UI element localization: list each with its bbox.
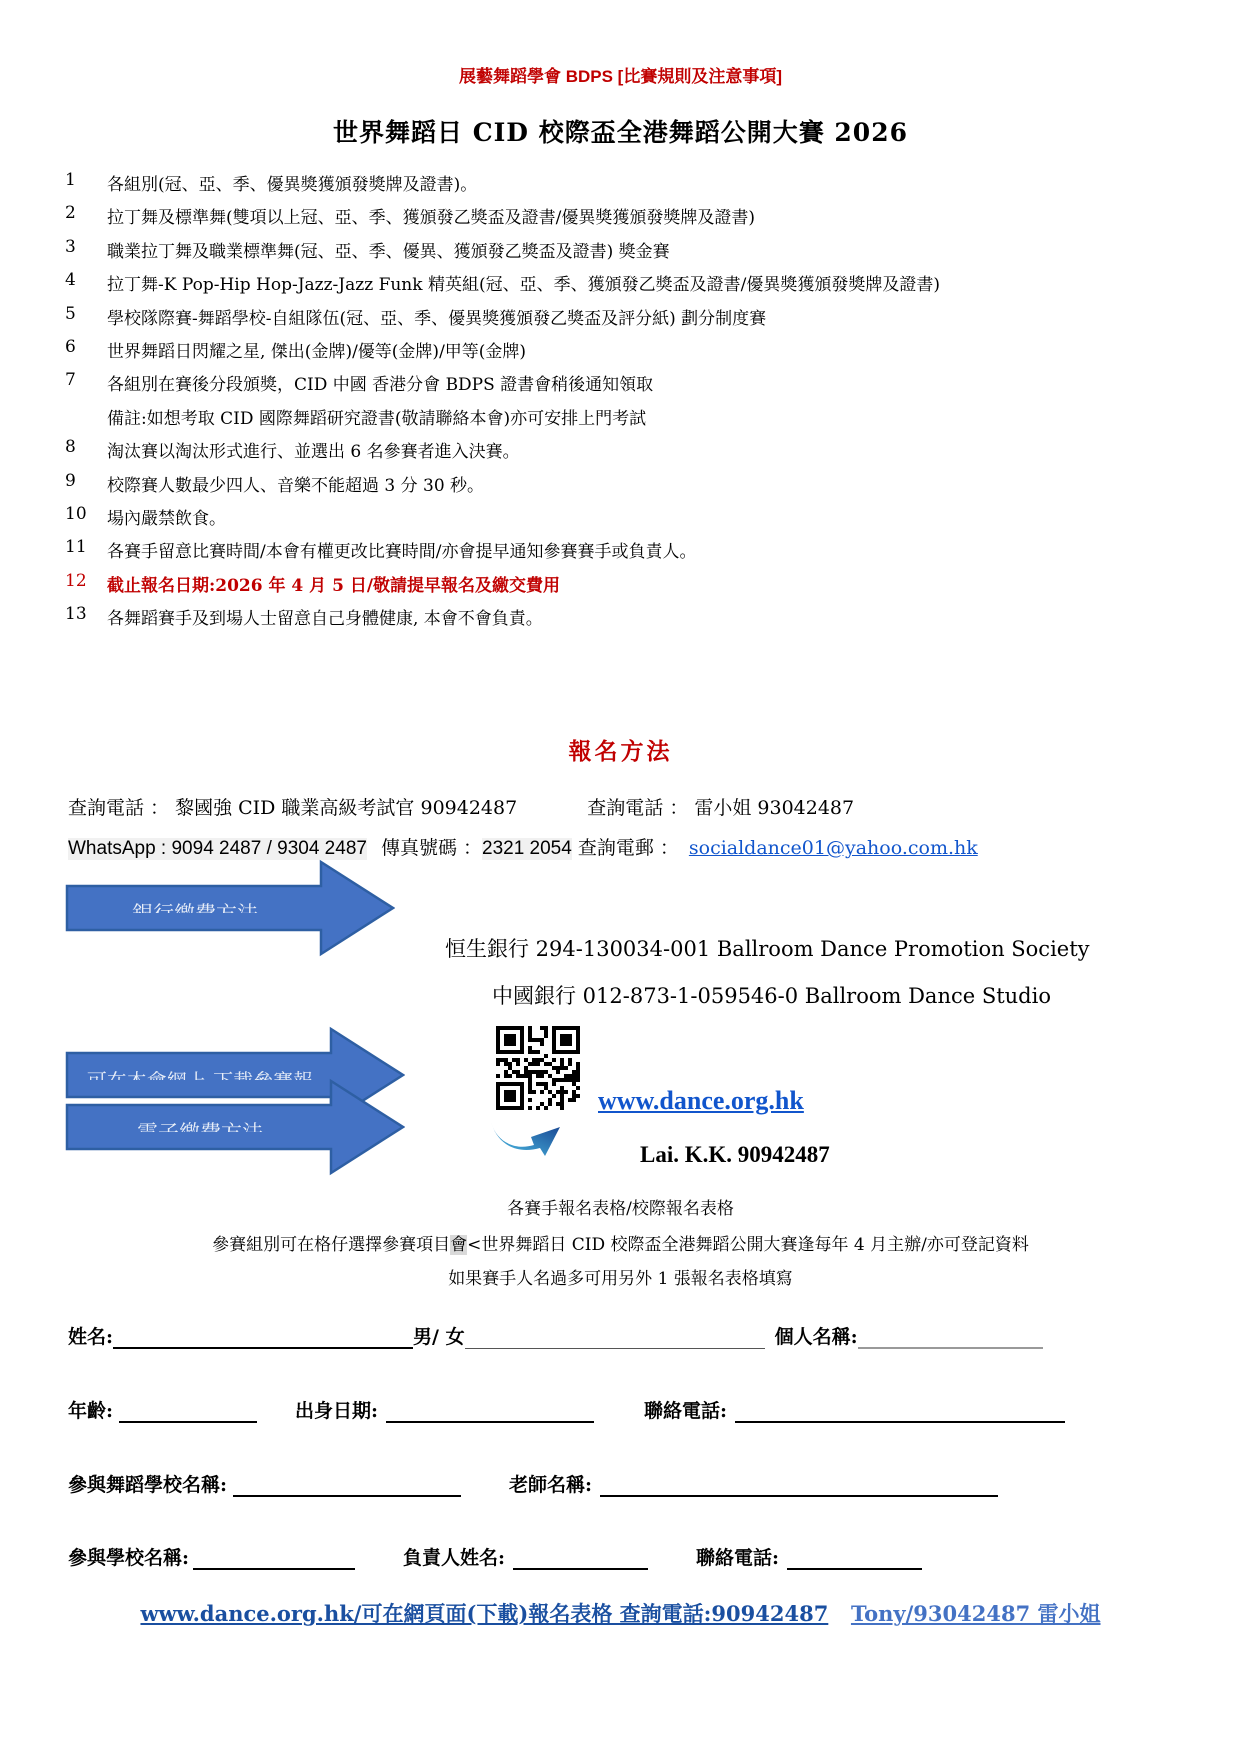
person-in-charge-label: 負責人姓名: [403,1547,506,1569]
bank-account-hangseng: 恒生銀行 294-130034-001 Ballroom Dance Promotion Society [445,937,1090,961]
form-row-school [68,1543,922,1570]
personal-name-label: 個人名稱: [774,1326,858,1348]
rule-item: 5 學校隊際賽-舞蹈學校-自組隊伍(冠、亞、季、優異獎獲頒發乙獎盃及評分紙) 劃分制度賽 [65,303,767,329]
forms-note-3: 如果賽手人名過多可用另外 1 張報名表格填寫 [448,1269,793,1289]
name-blank [113,1325,413,1349]
rule-item: 2 拉丁舞及標準舞(雙項以上冠、亞、季、獲頒發乙獎盃及證書/優異獎獲頒發獎牌及證書) [65,203,755,229]
phone2-blank [787,1546,922,1570]
form-row-name [68,1322,1043,1349]
person-in-charge-blank [513,1546,648,1570]
phone2-label: 聯絡電話: [696,1547,780,1569]
form-row-age [68,1396,1065,1423]
fax-label: 傳真號碼 ： [380,837,482,859]
highlighted-char: 會 [450,1235,468,1255]
rule-item: 13 各舞蹈賽手及到場人士留意自己身體健康, 本會不會負責。 [65,604,543,630]
curved-arrow-icon [488,1116,566,1158]
email-label: 查詢電郵 ： [577,837,679,859]
rule-item: 3 職業拉丁舞及職業標準舞(冠、亞、季、優異、獲頒發乙獎盃及證書) 獎金賽 [65,236,670,262]
rule-item: 4 拉丁舞-K Pop-Hip Hop-Jazz-Jazz Funk 精英組(冠、亞、季、獲頒發乙獎盃及證書/優異獎獲頒發獎牌及證書) [65,270,940,296]
enquiry-left: 查詢電話 ： 黎國強 CID 職業高級考試官 90942487 [68,797,518,819]
email-link[interactable]: socialdance01@yahoo.com.hk [688,837,978,859]
rule-item: 8 淘汰賽以淘汰形式進行、並選出 6 名參賽者進入決賽。 [65,437,520,463]
personal-name-blank [858,1325,1043,1349]
rule-note: 備註:如想考取 CID 國際舞蹈研究證書(敬請聯絡本會)亦可安排上門考試 [107,408,647,429]
forms-note-2: 參賽組別可在格仔選擇參賽項目會<世界舞蹈日 CID 校際盃全港舞蹈公開大賽逢每年 4 月主辦/亦可登記資料 [212,1235,1029,1255]
enquiry-right: 查詢電話 ： 雷小姐 93042487 [587,797,855,819]
school-label: 參與學校名稱: [68,1547,190,1569]
rule-item: 10 場內嚴禁飲食。 [65,503,226,529]
footer-link-line [0,1598,1241,1628]
birth-label: 出身日期: [295,1400,379,1422]
fax-number: 2321 2054 [482,838,572,859]
rule-item-deadline: 12 截止報名日期:2026 年 4 月 5 日/敬請提早報名及繳交費用 [65,570,561,596]
form-row-dance-school [68,1470,998,1497]
dance-school-label: 參與舞蹈學校名稱: [68,1474,228,1496]
rule-item: 11 各賽手留意比賽時間/本會有權更改比賽時間/亦會提早通知參賽賽手或負責人。 [65,537,697,563]
block-arrow-right-icon [65,858,395,958]
age-blank [119,1399,257,1423]
society-header: 展藝舞蹈學會 BDPS [比賽規則及注意事項] [459,67,782,86]
page-title: 世界舞蹈日 CID 校際盃全港舞蹈公開大賽 2026 [333,118,908,147]
contact-person: Lai. K.K. 90942487 [640,1142,830,1167]
gender-blank [465,1326,765,1349]
qr-code-icon [496,1026,580,1110]
epay-arrow [65,1077,405,1181]
registration-method-heading: 報名方法 [568,738,673,765]
qr-code [496,1026,580,1114]
whatsapp-numbers: WhatsApp : 9094 2487 / 9304 2487 [68,838,367,859]
bank-account-boc: 中國銀行 012-873-1-059546-0 Ballroom Dance Studio [492,984,1051,1008]
rule-item: 1 各組別(冠、亞、季、優異獎獲頒發獎牌及證書)。 [65,170,478,195]
block-arrow-right-icon [65,1077,405,1177]
curved-arrow [488,1116,566,1162]
age-label: 年齡: [68,1400,114,1422]
whatsapp-fax-email-line [68,833,978,860]
website-link[interactable]: www.dance.org.hk [598,1086,804,1115]
bank-payment-arrow [65,858,395,962]
phone-blank [735,1399,1065,1423]
name-label: 姓名: [68,1326,114,1348]
rule-item: 6 世界舞蹈日閃耀之星, 傑出(金牌)/優等(金牌)/甲等(金牌) [65,336,527,362]
forms-note-1: 各賽手報名表格/校際報名表格 [507,1199,734,1219]
gender-label: 男/ 女 [413,1326,465,1348]
rules-list [65,170,1185,637]
rule-item: 9 校際賽人數最少四人、音樂不能超過 3 分 30 秒。 [65,470,485,496]
dance-school-blank [233,1473,461,1497]
birth-blank [386,1399,594,1423]
school-blank [193,1546,355,1570]
phone-label: 聯絡電話: [644,1400,728,1422]
teacher-label: 老師名稱: [509,1474,593,1496]
enquiry-line [68,793,854,820]
teacher-blank [600,1473,998,1497]
footer-contact-link[interactable]: Tony/93042487 雷小姐 [850,1601,1101,1626]
footer-download-link[interactable]: www.dance.org.hk/可在網頁面(下載)報名表格 查詢電話:90942487 [140,1601,829,1626]
rule-item: 7 各組別在賽後分段頒獎，CID 中國 香港分會 BDPS 證書會稍後通知領取 [65,370,654,396]
